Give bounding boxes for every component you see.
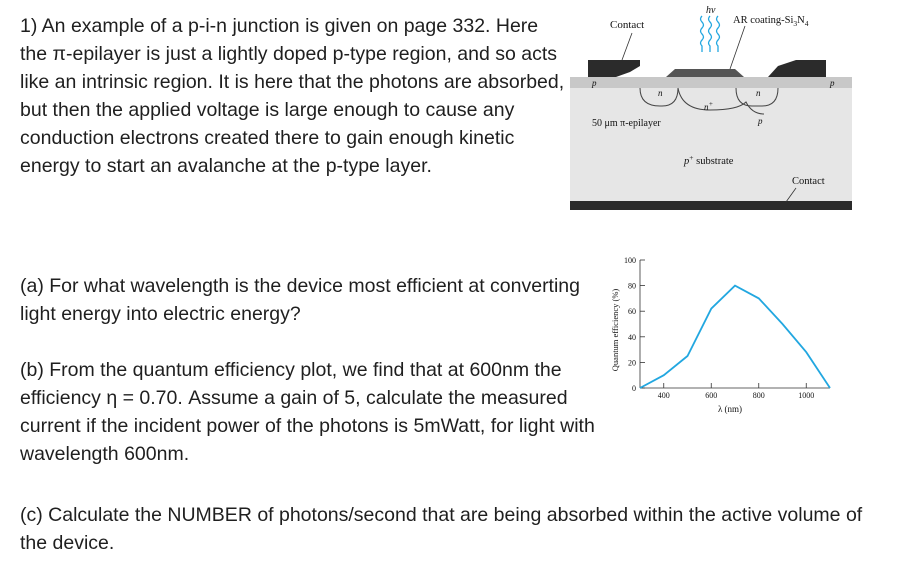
n-plus-label: n+ bbox=[704, 100, 714, 112]
y-axis-label: Quantum efficiency (%) bbox=[610, 288, 620, 372]
bottom-contact bbox=[570, 201, 852, 210]
problem-intro: 1) An example of a p-i-n junction is given on page 332. Here the π-epilayer is just a lightly doped p-type region, and so acts like an intrinsic region. It is here that the photons are absorbed, but then the applied voltage is large enough to cause any conduction electrons created there to gain enough kinetic energy to start an avalanche at the p-type layer. bbox=[20, 15, 565, 177]
photon-arrow-2 bbox=[709, 16, 712, 52]
x-tick-label: 1000 bbox=[798, 391, 815, 400]
n-left-label: n bbox=[658, 88, 663, 98]
efficiency-curve bbox=[640, 286, 830, 388]
n-right-label: n bbox=[756, 88, 761, 98]
question-part-b: (b) From the quantum efficiency plot, we find that at 600nm the efficiency η = 0.70. Assume a gain of 5, calculate the measured current if the incident power of the photons is 5mWatt, for light with wavelength 600nm. bbox=[20, 359, 595, 465]
contact-top-label: Contact bbox=[610, 19, 645, 31]
contact-leader bbox=[622, 33, 632, 60]
epilayer-label: 50 μm π-epilayer bbox=[592, 118, 661, 129]
ar-coating-label: AR coating-$Si_3N_4$ bbox=[733, 15, 809, 28]
x-tick-label: 600 bbox=[705, 391, 718, 400]
y-tick-label: 80 bbox=[628, 281, 636, 291]
left-contact bbox=[588, 60, 640, 77]
p-right-label: p bbox=[830, 78, 835, 88]
question-part-c: (c) Calculate the NUMBER of photons/second that are being absorbed within the active volume of the device. bbox=[20, 504, 863, 554]
photon-arrow-1 bbox=[701, 16, 704, 52]
chart-axes bbox=[640, 260, 830, 388]
pin-device-diagram bbox=[560, 2, 860, 217]
y-tick-label: 100 bbox=[624, 256, 636, 265]
p-left-label: p bbox=[592, 78, 597, 88]
right-contact bbox=[768, 60, 826, 77]
contact-bottom-label: Contact bbox=[792, 176, 825, 187]
x-tick-label: 800 bbox=[752, 391, 765, 400]
quantum-efficiency-chart bbox=[610, 240, 840, 430]
photon-arrow-3 bbox=[717, 16, 720, 52]
p-mid-label: p bbox=[758, 116, 763, 126]
x-tick-label: 400 bbox=[657, 391, 670, 400]
substrate-label: p+ substrate bbox=[684, 153, 734, 167]
ar-leader bbox=[730, 26, 745, 69]
y-tick-label: 20 bbox=[628, 358, 636, 368]
ar-coating bbox=[666, 69, 744, 77]
question-part-a: (a) For what wavelength is the device most efficient at converting light energy into electric energy? bbox=[20, 275, 580, 325]
x-axis-label: λ (nm) bbox=[717, 404, 743, 414]
y-tick-label: 40 bbox=[628, 332, 636, 342]
y-tick-label: 0 bbox=[632, 384, 636, 393]
oxide-band bbox=[570, 77, 852, 88]
hv-label: hν bbox=[706, 5, 716, 16]
y-tick-label: 60 bbox=[628, 307, 636, 317]
